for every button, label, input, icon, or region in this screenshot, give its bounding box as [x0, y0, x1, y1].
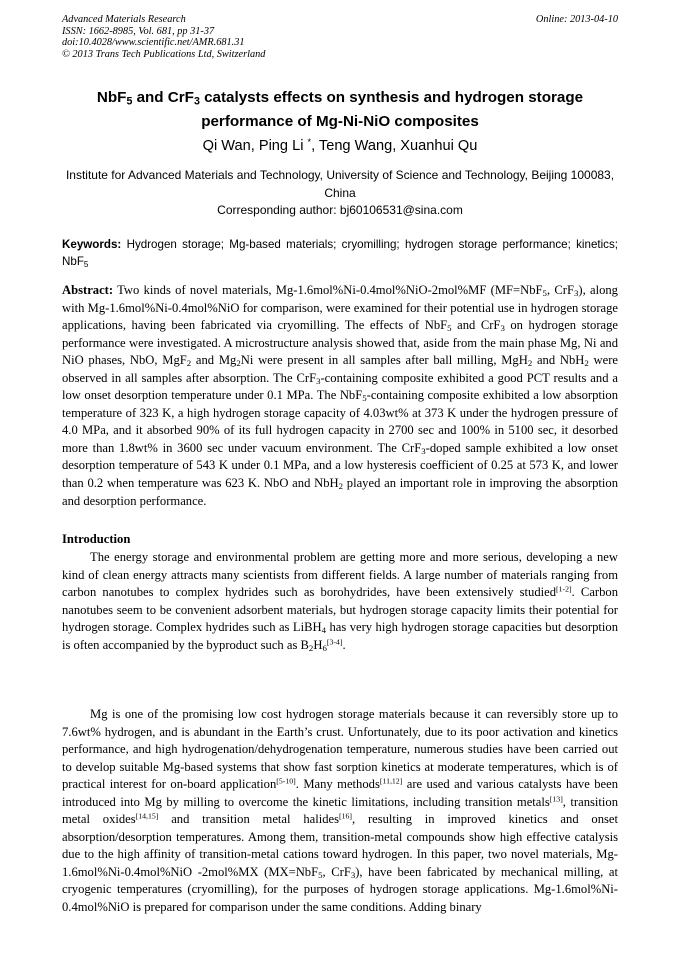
corresponding-author-mark: *	[307, 137, 312, 148]
introduction-paragraph-1: The energy storage and environmental problem are getting more and more serious, developing a new kind of clean energy attracts many scientists from different fields. A large number of materials ranging from carbon nanotubes to complex hydrides such as borohydrides, have been extensively studied[1-2]. Carbon nanotubes seem to be convenient adsorbent materials, but hydrogen storage capacity limits their potential for hydrogen storage. Complex hydrides such as LiBH$_4$ has very high hydrogen storage capacities but desorption is often accompanied by the byproduct such as $B_2H_6[3-4]$.	[62, 550, 619, 653]
abstract-label: Abstract:	[62, 283, 114, 297]
paper-title: NbF$_5$ and CrF$_3$ catalysts effects on synthesis and hydrogen storage performance of Mg-Ni-NiO composites	[96, 89, 584, 130]
citation: [14,15]	[135, 812, 159, 821]
citation: [3-4]	[326, 637, 343, 647]
journal-name: Advanced Materials Research	[62, 14, 186, 25]
citation: [11,12]	[379, 776, 403, 786]
issn-line: ISSN: 1662-8985, Vol. 681, pp 31-37	[62, 25, 215, 37]
introduction-paragraph-2: Mg is one of the promising low cost hydrogen storage materials because it can reversibly store up to 7.6wt% hydrogen, and is abundant in the Earth’s crust. Unfortunately, due to its poor activation and kinetics performance, and high hydrogenation/dehydrogenation temperature, numerous studies have been carried out to develop suitable Mg-based systems that show fast sorption kinetics at moderate temperatures, which is of practical interest for on-board application[5-10]. Many methods[11,12] are used and various catalysts have been introduced into Mg by milling to overcome the kinetic limitations, including transition metals[13], transition metal oxides[14,15] and transition metal halides[16], resulting in improved kinetics and onset absorption/desorption temperatures. Among them, transition-metal compounds show high effective catalysis due to the high affinity of transition-metal cations toward hydrogen. In this paper, two novel materials, Mg-1.6mol%Ni-0.4mol%NiO -2mol%MX (MX=NbF$_5$, CrF$_3$), have been fabricated by mechanical milling, at cryogenic temperatures (cryomilling), for the purposes of hydrogen storage applications. Mg-1.6mol%Ni-0.4mol%NiO is prepared for comparison under the same conditions. Adding binary	[62, 707, 618, 915]
citation: [5-10]	[276, 776, 296, 786]
keywords: Keywords: Hydrogen storage; Mg-based materials; cryomilling; hydrogen storage performance; kinetics; NbF$_5$	[62, 238, 618, 269]
keywords-label: Keywords:	[62, 238, 122, 251]
doi-line: doi:10.4028/www.scientific.net/AMR.681.31	[62, 37, 245, 49]
affiliation	[62, 167, 618, 220]
introduction-heading: Introduction	[62, 532, 131, 546]
journal-header	[62, 14, 618, 60]
abstract: Abstract: Two kinds of novel materials, Mg-1.6mol%Ni-0.4mol%NiO-2mol%MF (MF=NbF$_5$, CrF$_3$), along with Mg-1.6mol%Ni-0.4mol%NiO for comparison, were examined for their potential use in hydrogen storage applications, having been fabricated via cryomilling. The effects of NbF$_5$ and CrF$_3$ on hydrogen storage performance were investigated. A microstructure analysis showed that, aside from the main phase Mg, Ni and NiO phases, NbO, MgF$_2$ and $Mg_2Ni$ were present in all samples after ball milling, MgH$_2$ and NbH$_2$ were observed in all samples after absorption. The CrF$_3$-containing composite exhibited a good PCT results and a low onset desorption temperature under 0.1 MPa. The NbF$_5$-containing composite exhibited a low absorption temperature of 323 K, a high hydrogen storage capacity of 4.03wt% at 373 K under the hydrogen pressure of 4.0 MPa, and it absorbed 90% of its full hydrogen capacity in 2700 sec and 100% in 5100 sec, it desorbed more than 1.8wt% in 3600 sec under vacuum environment. The CrF$_3$-doped sample exhibited a low onset desorption temperature of 543 K under 0.1 MPa, and a low hysteresis coefficient of 0.25 at 573 K, and lower than 0.2 when temperature was 623 K. NbO and NbH$_2$ played an important role in improving the absorption and desorption performance.	[62, 283, 619, 508]
corresponding-author-email: Corresponding author: bj60106531@sina.com	[217, 203, 463, 217]
author-list: Qi Wan, Ping Li *, Teng Wang, Xuanhui Qu	[202, 137, 478, 154]
citation: [1-2]	[556, 584, 572, 594]
citation: [13]	[549, 794, 563, 804]
copyright-line: © 2013 Trans Tech Publications Ltd, Switzerland	[62, 48, 266, 60]
affiliation-address: Institute for Advanced Materials and Technology, University of Science and Technology, Beijing 100083, China	[65, 168, 615, 200]
online-date: Online: 2013-04-10	[535, 14, 618, 25]
citation: [16]	[339, 812, 352, 821]
